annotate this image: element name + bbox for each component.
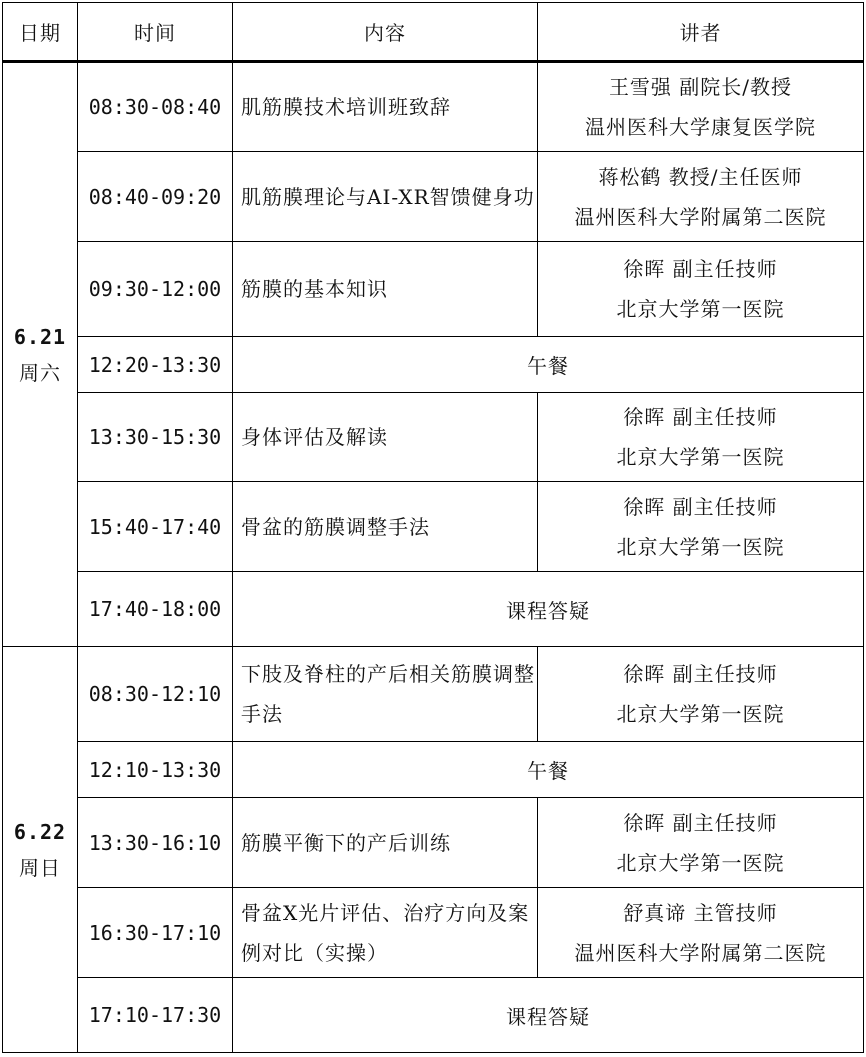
table-row bbox=[3, 62, 864, 152]
time-cell: 15:40-17:40 bbox=[78, 482, 233, 572]
time-cell: 16:30-17:10 bbox=[78, 888, 233, 978]
date-cell-day1 bbox=[3, 62, 78, 647]
table-row bbox=[3, 798, 864, 888]
speaker-cell bbox=[538, 393, 864, 482]
table-row bbox=[3, 647, 864, 742]
time-cell: 09:30-12:00 bbox=[78, 242, 233, 337]
time-cell: 13:30-15:30 bbox=[78, 393, 233, 482]
speaker-affiliation: 北京大学第一医院 bbox=[616, 297, 785, 321]
table-row bbox=[3, 393, 864, 482]
content-cell: 筋膜的基本知识 bbox=[233, 242, 538, 337]
content-cell: 肌筋膜技术培训班致辞 bbox=[233, 62, 538, 152]
speaker-cell bbox=[538, 888, 864, 978]
table-row bbox=[3, 978, 864, 1053]
speaker-name: 徐晖 副主任技师 bbox=[623, 810, 778, 835]
speaker-affiliation: 温州医科大学康复医学院 bbox=[585, 115, 816, 139]
speaker-name: 徐晖 副主任技师 bbox=[623, 257, 778, 281]
date-value: 6.21 bbox=[13, 324, 67, 349]
header-speaker: 讲者 bbox=[538, 3, 864, 62]
speaker-cell bbox=[538, 152, 864, 242]
content-cell: 下肢及脊柱的产后相关筋膜调整手法 bbox=[233, 647, 538, 742]
header-date: 日期 bbox=[3, 3, 78, 62]
speaker-affiliation: 北京大学第一医院 bbox=[616, 702, 785, 726]
speaker-name: 徐晖 副主任技师 bbox=[623, 494, 778, 519]
content-cell: 筋膜平衡下的产后训练 bbox=[233, 798, 538, 888]
qa-cell: 课程答疑 bbox=[233, 572, 864, 647]
lunch-cell: 午餐 bbox=[233, 337, 864, 393]
table-row bbox=[3, 242, 864, 337]
speaker-affiliation: 北京大学第一医院 bbox=[616, 850, 785, 875]
speaker-name: 徐晖 副主任技师 bbox=[623, 405, 778, 429]
content-cell: 骨盆的筋膜调整手法 bbox=[233, 482, 538, 572]
speaker-name: 徐晖 副主任技师 bbox=[623, 662, 778, 686]
time-cell: 17:10-17:30 bbox=[78, 978, 233, 1053]
speaker-cell bbox=[538, 242, 864, 337]
speaker-affiliation: 温州医科大学附属第二医院 bbox=[574, 940, 827, 965]
qa-cell: 课程答疑 bbox=[233, 978, 864, 1053]
speaker-name: 王雪强 副院长/教授 bbox=[608, 75, 793, 99]
table-row bbox=[3, 337, 864, 393]
speaker-cell bbox=[538, 798, 864, 888]
header-row bbox=[3, 3, 864, 62]
speaker-affiliation: 北京大学第一医院 bbox=[616, 445, 785, 469]
schedule-table bbox=[2, 2, 864, 1053]
weekday-value: 周六 bbox=[19, 360, 61, 385]
time-cell: 08:30-12:10 bbox=[78, 647, 233, 742]
speaker-cell bbox=[538, 482, 864, 572]
table-row bbox=[3, 482, 864, 572]
speaker-name: 舒真谛 主管技师 bbox=[623, 900, 778, 925]
content-cell: 身体评估及解读 bbox=[233, 393, 538, 482]
date-cell-day2 bbox=[3, 647, 78, 1053]
time-cell: 13:30-16:10 bbox=[78, 798, 233, 888]
header-time: 时间 bbox=[78, 3, 233, 62]
speaker-name: 蒋松鹤 教授/主任医师 bbox=[598, 164, 803, 189]
table-row bbox=[3, 888, 864, 978]
table-row bbox=[3, 152, 864, 242]
table-row bbox=[3, 572, 864, 647]
time-cell: 12:10-13:30 bbox=[78, 742, 233, 798]
speaker-affiliation: 温州医科大学附属第二医院 bbox=[574, 204, 827, 229]
weekday-value: 周日 bbox=[19, 855, 61, 880]
speaker-affiliation: 北京大学第一医院 bbox=[616, 534, 785, 559]
speaker-cell bbox=[538, 62, 864, 152]
time-cell: 08:40-09:20 bbox=[78, 152, 233, 242]
date-value: 6.22 bbox=[13, 819, 67, 844]
content-cell: 骨盆X光片评估、治疗方向及案例对比（实操） bbox=[233, 888, 538, 978]
time-cell: 17:40-18:00 bbox=[78, 572, 233, 647]
content-cell: 肌筋膜理论与AI-XR智馈健身功 bbox=[233, 152, 538, 242]
lunch-cell: 午餐 bbox=[233, 742, 864, 798]
time-cell: 08:30-08:40 bbox=[78, 62, 233, 152]
speaker-cell bbox=[538, 647, 864, 742]
time-cell: 12:20-13:30 bbox=[78, 337, 233, 393]
table-row bbox=[3, 742, 864, 798]
header-content: 内容 bbox=[233, 3, 538, 62]
